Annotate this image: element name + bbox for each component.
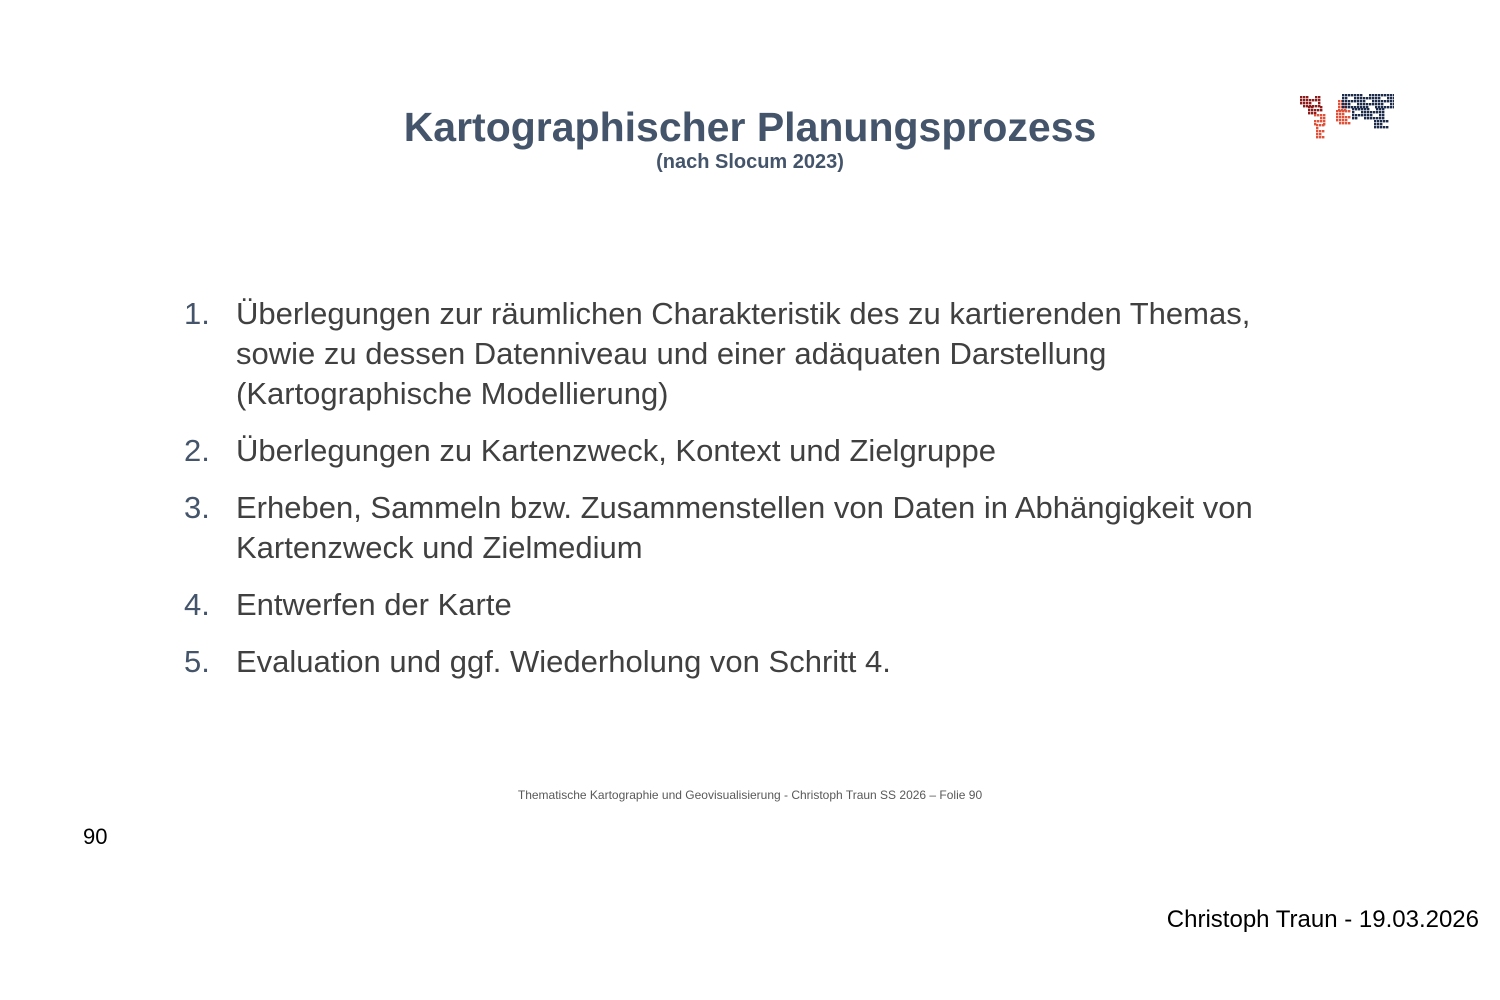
slide-title: Kartographischer Planungsprozess [403, 104, 1097, 150]
list-item-number: 2. [184, 433, 210, 468]
list-item [184, 431, 1324, 471]
list-item [184, 642, 1324, 682]
slide-subtitle: (nach Slocum 2023) [656, 151, 844, 173]
list-item-text: Evaluation und ggf. Wiederholung von Schritt 4. [236, 644, 891, 679]
list-item-text: Erheben, Sammeln bzw. Zusammenstellen von Daten in Abhängigkeit von Kartenzweck und Zielmedium [236, 490, 1253, 565]
list-item-text: Entwerfen der Karte [236, 587, 512, 622]
author-date: Christoph Traun - 19.03.2026 [1166, 906, 1479, 933]
slide-footer: Thematische Kartographie und Geovisualisierung - Christoph Traun SS 2026 – Folie 90 [517, 788, 983, 802]
world-map-icon [1298, 90, 1394, 140]
list-item [184, 488, 1324, 568]
list-item-number: 3. [184, 490, 210, 525]
list-item-number: 4. [184, 587, 210, 622]
process-steps-list [184, 294, 1324, 699]
list-item-text: Überlegungen zu Kartenzweck, Kontext und Zielgruppe [236, 433, 996, 468]
page-number: 90 [83, 824, 108, 849]
list-item-number: 1. [184, 296, 210, 331]
list-item [184, 294, 1324, 414]
list-item [184, 585, 1324, 625]
list-item-text: Überlegungen zur räumlichen Charakteristik des zu kartierenden Themas, sowie zu dessen Datenniveau und einer adäquaten Darstellung (Kartographische Modellierung) [236, 296, 1251, 411]
list-item-number: 5. [184, 644, 210, 679]
